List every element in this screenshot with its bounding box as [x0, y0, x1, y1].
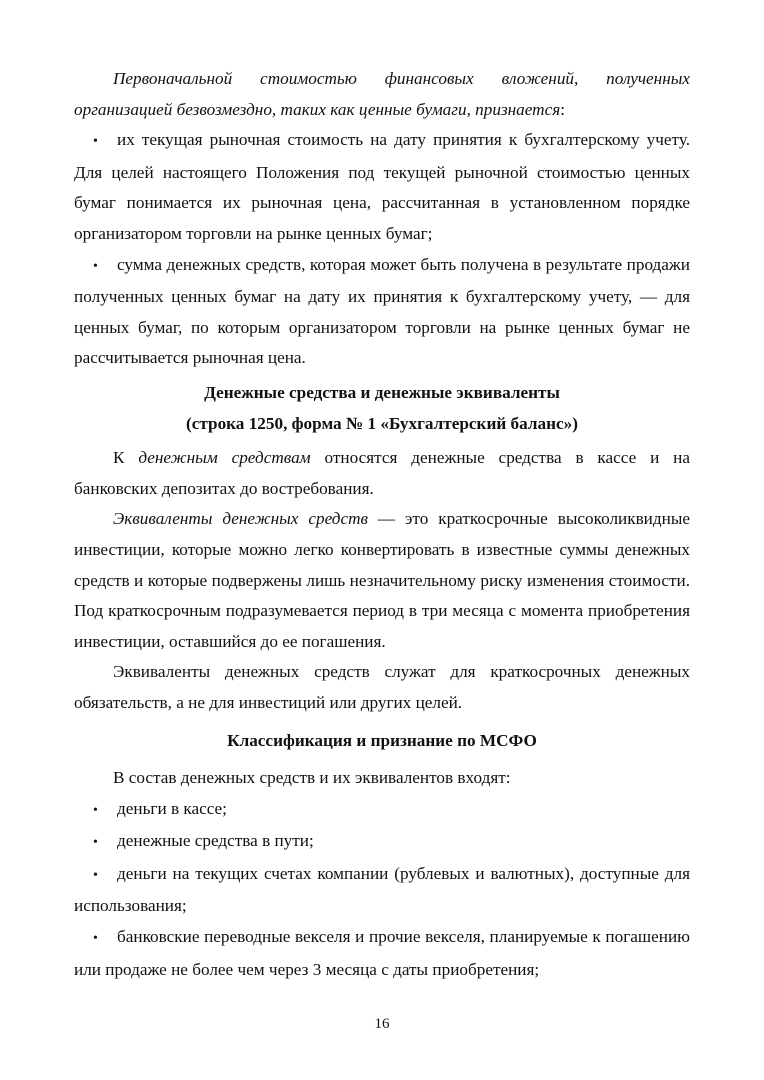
heading-line-2: (строка 1250, форма № 1 «Бухгалтерский баланс») [186, 413, 578, 433]
italic-text: Эквиваленты денежных средств [113, 509, 368, 529]
paragraph-initial-cost: Первоначальной стоимостью финансовых вложений, полученных организацией безвозмездно, таких как ценные бумаги, признается: [74, 69, 690, 119]
document-page [74, 64, 690, 985]
bullet-icon: • [93, 258, 98, 274]
paragraph-equivalents-definition: Эквиваленты денежных средств — это краткосрочные высоколиквидные инвестиции, которые можно легко конвертировать в известные суммы денежных средств и которые подвержены лишь незначительному риску изменения стоимости. Под краткосрочным подразумевается период в три месяца с момента приобретения инвестиции, оставшийся до ее погашения. [74, 509, 690, 651]
section-heading-ifrs: Классификация и признание по МСФО [227, 731, 537, 751]
paragraph-composition: В состав денежных средств и их эквивалентов входят: [113, 768, 511, 788]
section-heading-cash [74, 378, 690, 439]
bullet-item-market-value: • их текущая рыночная стоимость на дату принятия к бухгалтерскому учету. Для целей настоящего Положения под текущей рыночной стоимостью ценных бумаг понимается их рыночная цена, рассчитанная в установленном порядке организатором торговли на рынке ценных бумаг; [74, 125, 690, 249]
heading-line-1: Денежные средства и денежные эквиваленты [204, 382, 560, 402]
bullet-icon: • [93, 802, 98, 818]
italic-text: денежным средствам [138, 448, 311, 468]
bullet-item-cash-amount: • сумма денежных средств, которая может быть получена в результате продажи полученных ценных бумаг на дату их принятия к бухгалтерскому учету, — для ценных бумаг, по которым организатором торговли на рынке ценных бумаг не рассчитывается рыночная цена. [74, 250, 690, 374]
paragraph-equivalents-purpose: Эквиваленты денежных средств служат для краткосрочных денежных обязательств, а не для инвестиций или других целей. [74, 662, 690, 712]
list-item: • деньги в кассе; [74, 794, 690, 827]
list-item: • деньги на текущих счетах компании (рублевых и валютных), доступные для использования; [74, 859, 690, 922]
list-item: • денежные средства в пути; [74, 826, 690, 859]
composition-list [74, 794, 690, 986]
page-number: 16 [374, 1016, 390, 1032]
bullet-icon: • [93, 867, 98, 883]
list-item: • банковские переводные векселя и прочие векселя, планируемые к погашению или продаже не более чем через 3 месяца с даты приобретения; [74, 922, 690, 985]
bullet-icon: • [93, 931, 98, 947]
bullet-icon: • [93, 134, 98, 150]
bullet-icon: • [93, 835, 98, 851]
paragraph-cash-definition: К денежным средствам относятся денежные средства в кассе и на банковских депозитах до востребования. [74, 448, 690, 498]
italic-text: Первоначальной стоимостью финансовых вложений, полученных организацией безвозмездно, таких как ценные бумаги, признается [74, 69, 690, 119]
